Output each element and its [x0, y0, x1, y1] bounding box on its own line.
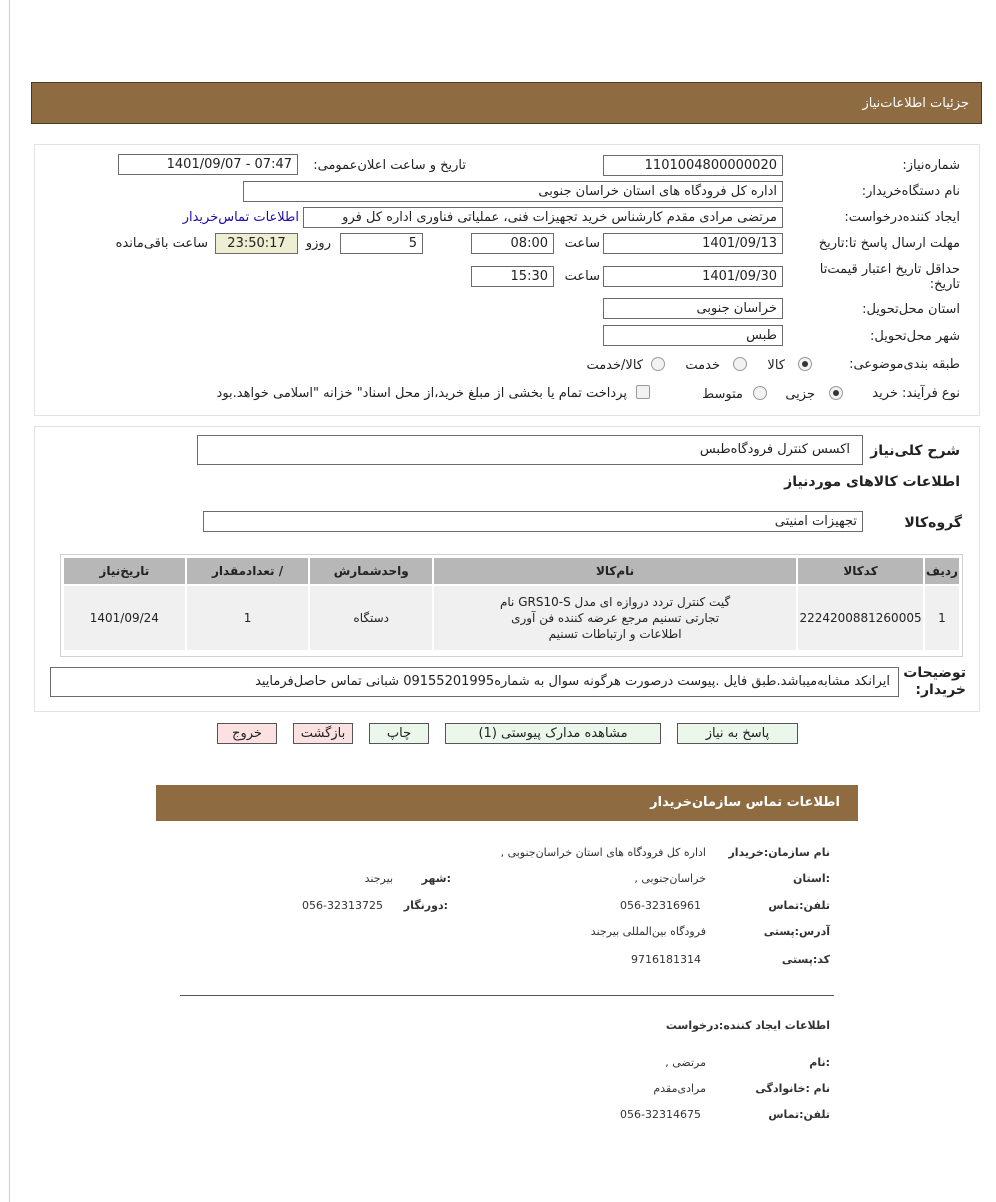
city-field: طبس: [603, 325, 783, 346]
header-row-index: ردیف: [926, 564, 958, 578]
send-date-field: 1401/09/13: [603, 233, 783, 254]
header-date: تاریخ‌نیاز: [99, 564, 150, 578]
cell-unit: دستگاه: [353, 611, 390, 625]
cell-name: گیت کنترل تردد دروازه ای مدل GRS10-S نام تجارتی تسنیم مرجع عرضه کننده فن آوری اطلاعات و ارتباطات تسنیم: [499, 595, 731, 641]
details-title: جزئیات اطلاعات‌نیاز: [862, 96, 969, 111]
payment-checkbox[interactable]: [636, 385, 650, 399]
goods-group-field: تجهیزات امنیتی: [203, 511, 863, 532]
attachments-button[interactable]: مشاهده مدارک پیوستی (1): [445, 723, 661, 744]
contact-postal-value: 9716181314: [631, 953, 701, 966]
creator-field: مرتضی مرادی مقدم کارشناس خرید تجهیزات فنی، عملیاتی فناوری اداره کل فرو: [303, 207, 783, 228]
general-desc-label: شرح کلی‌نیاز: [870, 443, 960, 459]
cell-row-index: 1: [938, 611, 946, 625]
validity-date-field: 1401/09/30: [603, 266, 783, 287]
print-button[interactable]: چاپ: [369, 723, 429, 744]
days-label: روزو: [305, 236, 331, 251]
contact-divider: [180, 995, 834, 996]
details-title-bar: [31, 82, 982, 124]
general-desc-field: اکسس کنترل فرودگاه‌طبس: [197, 435, 863, 465]
cell-date: 1401/09/24: [89, 611, 159, 625]
creator-label: ایجاد کننده‌درخواست:: [844, 210, 960, 225]
contact-city-value: بیرجند: [364, 872, 393, 885]
creator-info-title: اطلاعات ایجاد کننده:درخواست: [665, 1019, 830, 1032]
cell-qty: 1: [243, 611, 252, 625]
process-medium-label: متوسط: [702, 387, 743, 402]
buyer-org-field: اداره کل فرودگاه های استان خراسان جنوبی: [243, 181, 783, 202]
buyer-notes-label: توضیحات خریدار:: [903, 665, 966, 698]
goods-info-title: اطلاعات کالاهای موردنیاز: [784, 474, 960, 490]
contact-fax-value: 056-32313725: [302, 899, 383, 912]
reply-button[interactable]: پاسخ به نیاز: [677, 723, 798, 744]
header-unit: واحدشمارش: [333, 564, 409, 578]
goods-group-label: گروه‌کالا: [904, 515, 962, 531]
contact-province-label: :استان: [793, 872, 830, 885]
validity-label: حداقل تاریخ اعتبار قیمت‌تا تاریخ:: [819, 262, 960, 292]
contact-province-value: خراسان‌جنوبی ,: [634, 872, 706, 885]
items-header-row: [64, 558, 959, 584]
table-row: [64, 586, 959, 650]
days-field: 5: [340, 233, 423, 254]
creator-phone-label: تلفن:تماس: [768, 1108, 830, 1121]
creator-name-value: مرتضی ,: [665, 1056, 706, 1069]
back-button[interactable]: بازگشت: [293, 723, 353, 744]
process-label: نوع فرآیند: خرید: [872, 386, 960, 401]
header-qty: / تعدادمقدار: [212, 564, 284, 578]
buyer-org-label: نام دستگاه‌خریدار:: [861, 184, 960, 199]
province-field: خراسان جنوبی: [603, 298, 783, 319]
cell-code: 2224200881260005: [799, 611, 922, 625]
send-time-label: ساعت: [564, 236, 600, 251]
send-deadline-label: مهلت ارسال پاسخ تا:تاریخ: [818, 236, 960, 251]
remaining-label: ساعت باقی‌مانده: [115, 236, 208, 251]
contact-address-value: فرودگاه بین‌المللی بیرجند: [590, 925, 706, 938]
payment-note: پرداخت تمام یا بخشی از مبلغ خرید،از محل اسناد" خزانه "اسلامی خواهد.بود: [216, 386, 627, 401]
page-left-border: [9, 0, 10, 1202]
category-label: طبقه بندی‌موضوعی:: [849, 357, 960, 372]
need-number-label: شماره‌نیاز:: [902, 158, 960, 173]
city-label: شهر محل‌تحویل:: [870, 329, 960, 344]
process-minor-label: جزیی: [785, 387, 815, 402]
contact-city-label: :شهر: [421, 872, 451, 885]
header-code: کدکالا: [843, 564, 878, 578]
category-service-label: خدمت: [685, 358, 720, 373]
remaining-time-field: 23:50:17: [215, 233, 298, 254]
contact-org-label: نام سازمان:خریدار: [728, 846, 830, 859]
items-table-grid: [62, 556, 961, 652]
category-goods-service-radio[interactable]: [651, 357, 665, 371]
contact-title: اطلاعات تماس سازمان‌خریدار: [650, 795, 840, 810]
category-goods-radio[interactable]: [798, 357, 812, 371]
need-number-field: 1101004800000020: [603, 155, 783, 176]
announce-field: 1401/09/07 - 07:47: [118, 154, 298, 175]
validity-time-field: 15:30: [471, 266, 554, 287]
buyer-contact-link[interactable]: اطلاعات تماس‌خریدار: [182, 210, 299, 225]
process-medium-radio[interactable]: [753, 386, 767, 400]
contact-phone-label: تلفن:تماس: [768, 899, 830, 912]
contact-title-bar: [156, 785, 858, 821]
contact-fax-label: :دورنگار: [403, 899, 448, 912]
send-time-field: 08:00: [471, 233, 554, 254]
announce-label: تاریخ و ساعت اعلان‌عمومی:: [313, 158, 466, 173]
creator-family-label: نام :خانوادگی: [755, 1082, 830, 1095]
process-minor-radio[interactable]: [829, 386, 843, 400]
category-goods-service-label: کالا/خدمت: [586, 358, 643, 373]
contact-phone-value: 056-32316961: [620, 899, 701, 912]
validity-time-label: ساعت: [564, 269, 600, 284]
category-goods-label: کالا: [767, 358, 785, 373]
header-name: نام‌کالا: [595, 564, 635, 578]
contact-postal-label: کد:پستی: [781, 953, 830, 966]
creator-phone-value: 056-32314675: [620, 1108, 701, 1121]
category-service-radio[interactable]: [733, 357, 747, 371]
buyer-notes-field: ایرانکد مشابه‌میباشد.طبق فایل .پیوست درصورت هرگونه سوال به شماره09155201995 شبانی تماس حاصل‌فرمایید: [50, 667, 899, 697]
creator-name-label: :نام: [809, 1056, 830, 1069]
province-label: استان محل‌تحویل:: [862, 302, 960, 317]
cell-name-wrap: [434, 586, 796, 650]
contact-address-label: آدرس:پستی: [763, 925, 830, 938]
exit-button[interactable]: خروج: [217, 723, 277, 744]
items-table: [62, 556, 961, 652]
creator-family-value: مرادی‌مقدم: [653, 1082, 706, 1095]
contact-org-value: اداره کل فرودگاه های استان خراسان‌جنوبی ,: [500, 846, 706, 859]
